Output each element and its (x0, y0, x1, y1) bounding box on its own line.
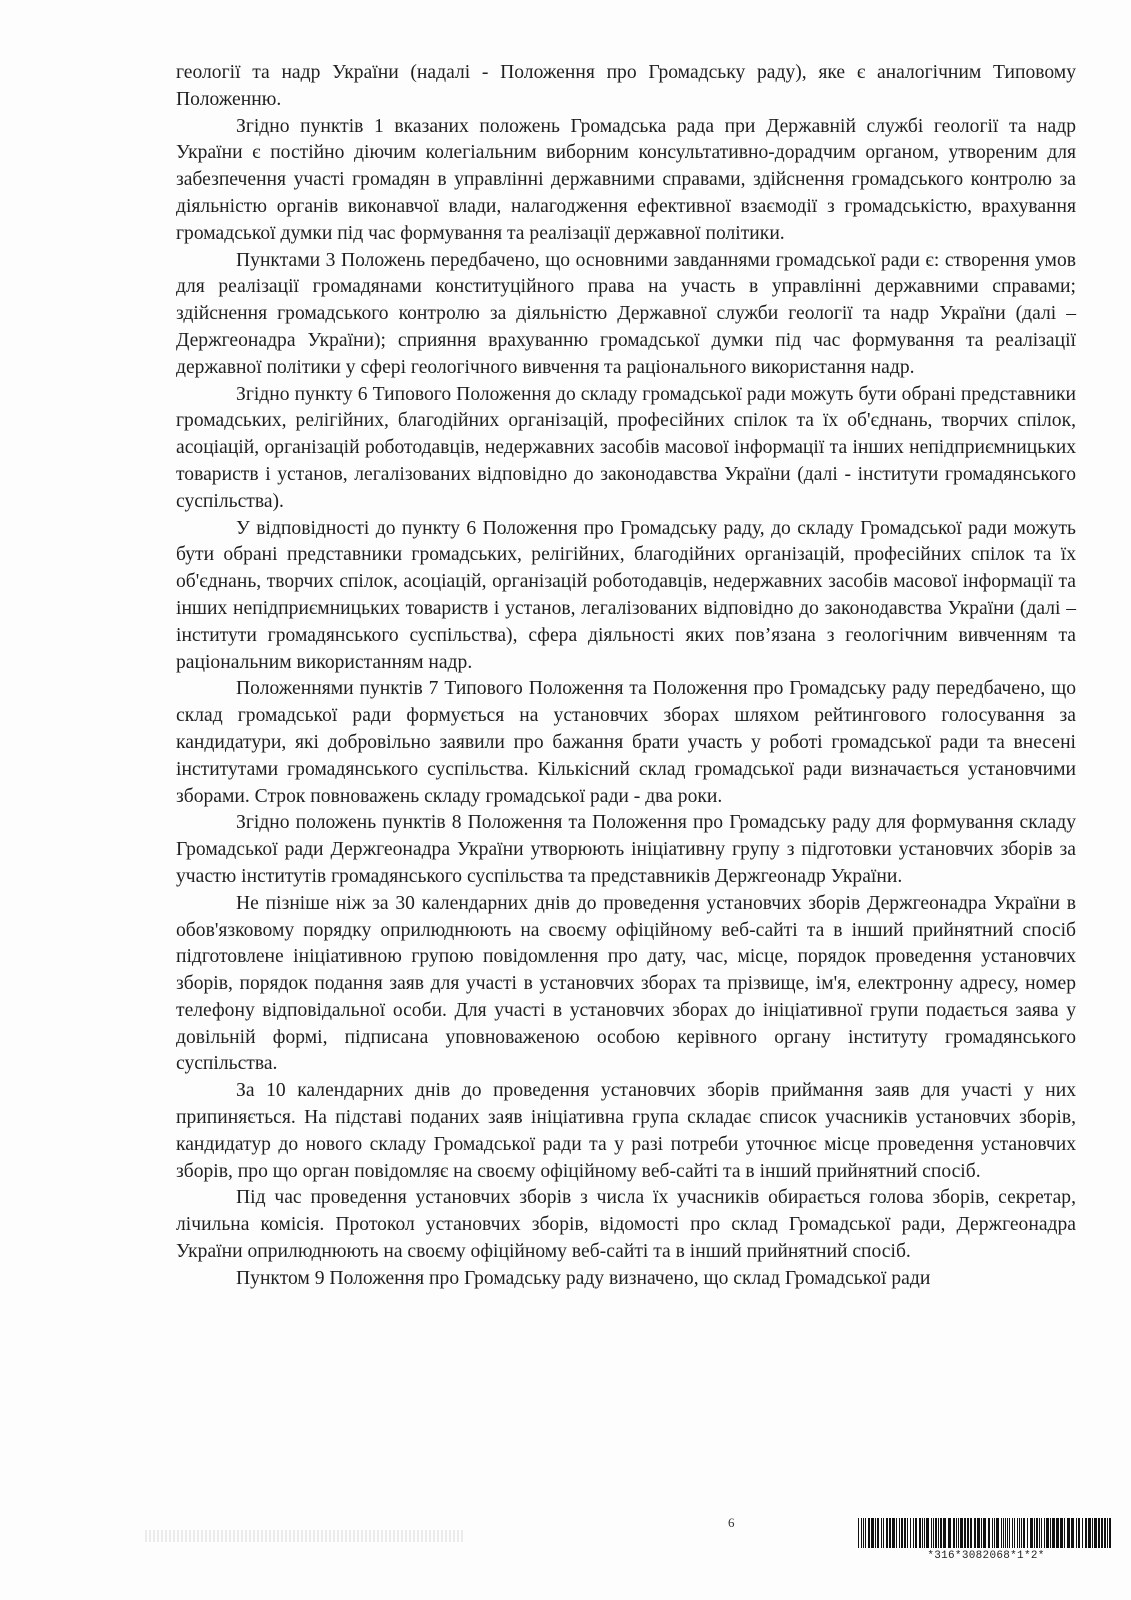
paragraph-announcement-deadline: Не пізніше ніж за 30 календарних днів до проведення установчих зборів Держгеонадра України в обов'язковому порядку оприлюднюють на своєму офіційному веб-сайті та в інший прийнятний спосіб підготовлене ініціативною групою повідомлення про дату, час, місце, порядок проведення установчих зборів, порядок подання заяв для участі в установчих зборах та прізвище, ім'я, електронну адресу, номер телефону відповідальної особи. Для участі в установчих зборах до ініціативної групи подається заява у довільній формі, підписана уповноваженою особою керівного органу інституту громадянського суспільства. (176, 892, 1076, 1075)
paragraph-typical-regulation-composition: Згідно пункту 6 Типового Положення до складу громадської ради можуть бути обрані представники громадських, релігійних, благодійних організацій, професійних спілок та їх об'єднань, творчих спілок, асоціацій, організацій роботодавців, недержавних засобів масової інформації та інших непідприємницьких товариств і установ, легалізованих відповідно до законодавства України (далі - інститути громадянського суспільства). (176, 383, 1076, 512)
paragraph-point-nine: Пунктом 9 Положення про Громадську раду визначено, що склад Громадської ради (236, 1267, 931, 1289)
paragraph-public-council-definition: Згідно пунктів 1 вказаних положень Громадська рада при Державній службі геології та надр України є постійно діючим колегіальним виборним консультативно-дорадчим органом, утвореним для забезпечення участі громадян в управлінні державними справами, здійснення громадського контролю за діяльністю органів виконавчої влади, налагодження ефективної взаємодії з громадськістю, врахування громадської думки під час формування та реалізації державної політики. (176, 115, 1076, 244)
scan-artifact (145, 1530, 465, 1542)
paragraph-meeting-officials: Під час проведення установчих зборів з числа їх учасників обирається голова зборів, секретар, лічильна комісія. Протокол установчих зборів, відомості про склад Громадської ради, Держгеонадра України оприлюднюють на своєму офіційному веб-сайті та в інший прийнятний спосіб. (176, 1187, 1076, 1263)
barcode-icon (858, 1518, 1114, 1548)
document-barcode (858, 1518, 1114, 1570)
paragraph-continuation: геології та надр України (надалі - Положення про Громадську раду), яке є аналогічним Типовому Положенню. (176, 62, 1076, 110)
barcode-label: *316*3082068*1*2* (927, 1550, 1045, 1562)
document-body (176, 60, 1076, 1293)
paragraph-regulation-composition: У відповідності до пункту 6 Положення про Громадську раду, до складу Громадської ради можуть бути обрані представники громадських, релігійних, благодійних організацій, професійних спілок та їх об'єднань, творчих спілок, асоціацій, організацій роботодавців, недержавних засобів масової інформації та інших непідприємницьких товариств і установ, легалізованих відповідно до законодавства України (далі – інститути громадянського суспільства), сфера діяльності яких пов’язана з геологічним вивченням та раціональним використанням надр. (176, 517, 1076, 673)
paragraph-application-closing: За 10 календарних днів до проведення установчих зборів приймання заяв для участі у них припиняється. На підставі поданих заяв ініціативна група складає список учасників установчих зборів, кандидатур до нового складу Громадської ради та у разі потреби уточнює місце проведення установчих зборів, про що орган повідомляє на своєму офіційному веб-сайті та в інший прийнятний спосіб. (176, 1080, 1076, 1182)
paragraph-formation-procedure: Положеннями пунктів 7 Типового Положення та Положення про Громадську раду передбачено, що склад громадської ради формується на установчих зборах шляхом рейтингового голосування за кандидатури, які добровільно заявили про бажання брати участь у роботі громадської ради та внесені інститутами громадянського суспільства. Кількісний склад громадської ради визначається установчими зборами. Строк повноважень складу громадської ради - два роки. (176, 678, 1076, 807)
paragraph-initiative-group: Згідно положень пунктів 8 Положення та Положення про Громадську раду для формування складу Громадської ради Держгеонадра України утворюють ініціативну групу з підготовки установчих зборів за участю інститутів громадянського суспільства та представників Держгеонадр України. (176, 812, 1076, 887)
paragraph-council-tasks: Пунктами 3 Положень передбачено, що основними завданнями громадської ради є: створення умов для реалізації громадянами конституційного права на участь в управлінні державними справами; здійснення громадського контролю за діяльністю Державної служби геології та надр України (далі – Держгеонадра України); сприяння врахуванню громадської думки під час формування та реалізації державної політики у сфері геологічного вивчення та раціонального використання надр. (176, 249, 1076, 378)
page-number: 6 (728, 1515, 735, 1530)
